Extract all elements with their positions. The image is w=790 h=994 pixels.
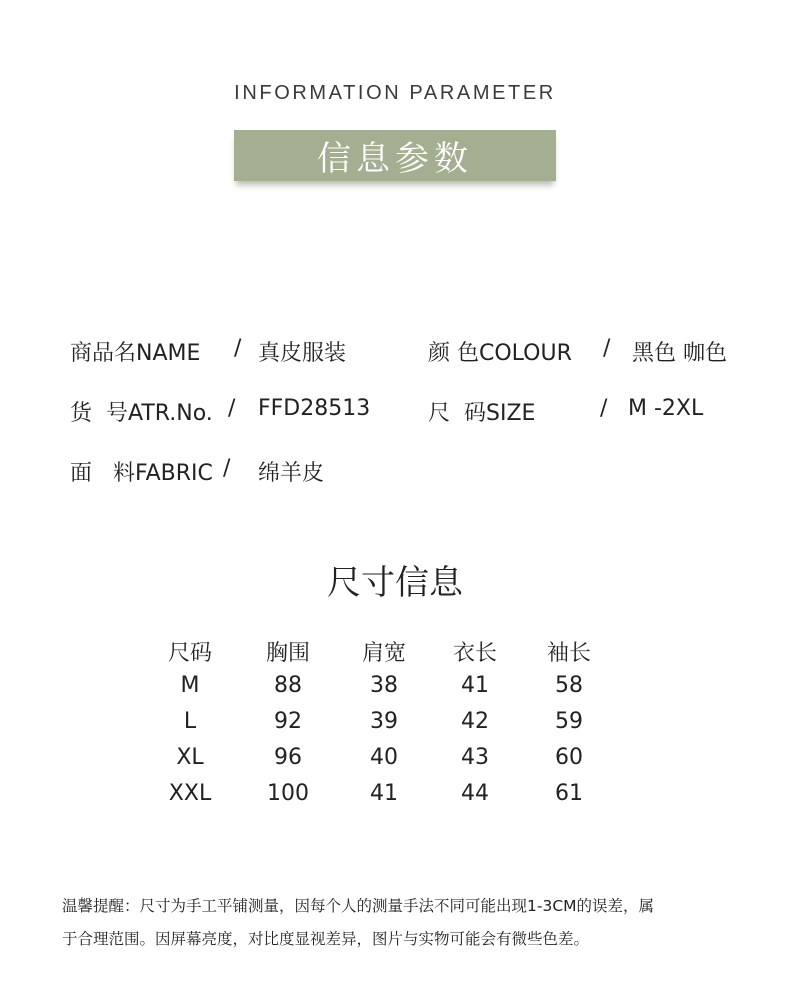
size-cell: 61 [555, 781, 583, 806]
size-cell: 60 [555, 745, 583, 770]
page-title: 信息参数 [317, 139, 473, 179]
size-cell: 38 [370, 673, 398, 698]
size-cell: 40 [370, 745, 398, 770]
title-band [234, 130, 556, 181]
size-cell: 39 [370, 709, 398, 734]
size-cell: 41 [370, 781, 398, 806]
param-colour-value: 黑色 咖色 [632, 341, 727, 366]
subtitle-en: INFORMATION PARAMETER [234, 82, 556, 104]
param-size-label: 尺 码SIZE [428, 401, 536, 426]
size-cell: 44 [461, 781, 489, 806]
param-name-value: 真皮服装 [258, 341, 347, 366]
size-header-cell: 肩宽 [361, 641, 406, 666]
size-cell: 59 [555, 709, 583, 734]
param-atr-label: 货 号ATR.No. [70, 401, 213, 426]
param-colour-label: 颜 色COLOUR [428, 341, 572, 366]
param-name-label: 商品名NAME [70, 341, 201, 366]
param-fabric-value: 绵羊皮 [258, 461, 325, 486]
size-cell: 41 [461, 673, 489, 698]
param-size-value: M -2XL [628, 396, 704, 421]
param-fabric-label: 面 料FABRIC [70, 461, 213, 486]
param-colour-sep: / [603, 336, 611, 361]
size-header-cell: 衣长 [452, 641, 497, 666]
param-atr-sep: / [228, 396, 236, 421]
note-line-2: 于合理范围。因屏幕亮度，对比度显视差异，图片与实物可能会有微些色差。 [62, 930, 590, 948]
size-cell: 88 [274, 673, 302, 698]
size-cell: L [183, 709, 197, 734]
param-name-sep: / [234, 336, 242, 361]
size-cell: 96 [274, 745, 302, 770]
size-cell: XXL [168, 781, 212, 806]
size-header-cell: 尺码 [167, 641, 212, 666]
size-cell: 43 [461, 745, 489, 770]
note-line-1: 温馨提醒：尺寸为手工平铺测量，因每个人的测量手法不同可能出现1-3CM的误差，属 [62, 897, 655, 915]
size-header-cell: 袖长 [546, 641, 591, 666]
size-cell: M [180, 673, 200, 698]
param-atr-value: FFD28513 [258, 396, 371, 421]
param-fabric-sep: / [223, 456, 231, 481]
size-cell: XL [176, 745, 204, 770]
size-cell: 100 [267, 781, 309, 806]
size-header-cell: 胸围 [265, 641, 310, 666]
param-size-sep: / [600, 396, 608, 421]
size-cell: 92 [274, 709, 302, 734]
size-section-title: 尺寸信息 [327, 563, 463, 603]
size-cell: 58 [555, 673, 583, 698]
size-cell: 42 [461, 709, 489, 734]
